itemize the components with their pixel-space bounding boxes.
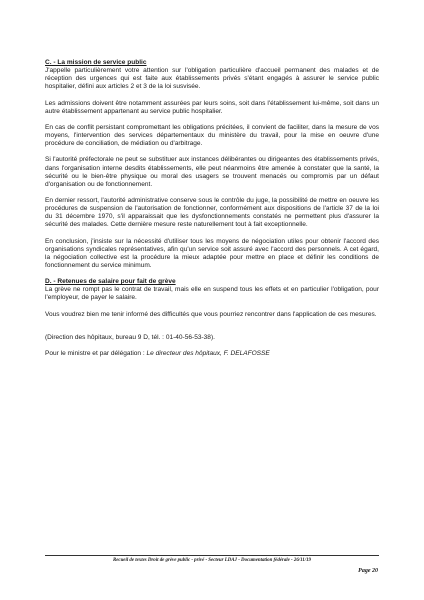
section-c-paragraph-6: En conclusion, j'insiste sur la nécessité d'utiliser tous les moyens de négociation utiles pour obtenir l'accord des organisations syndicales représentatives, afin qu'un service soit assuré avec l'accord des personnels. A cet égard, la négociation collective est la procédure la mieux adaptée pour mettre en place et définir les conditions de fonctionnement du service minimum. <box>45 237 379 269</box>
section-d-heading: D. - Retenues de salaire pour fait de grève <box>45 278 176 286</box>
section-c-paragraph-4: Si l'autorité préfectorale ne peut se substituer aux instances délibérantes ou dirigeantes des établissements privés, dans l'organisation interne desdits établissements, elle peut néanmoins être amenée à constater que la santé, la sécurité ou le bien-être physique ou moral des usagers se trouvent menacés ou compromis par un défaut d'organisation ou de fonctionnement. <box>45 156 379 188</box>
section-c-paragraph-1: J'appelle particulièrement votre attention sur l'obligation particulière d'accueil permanent des malades et de réception des urgences qui est faite aux établissements privés s'étant engagés à assurer le service public hospitalier, défini aux articles 2 et 3 de la loi susvisée. <box>45 67 379 91</box>
contact-line: (Direction des hôpitaux, bureau 9 D, tél. : 01-40-56-53-38). <box>45 333 215 341</box>
footer-text: Recueil de textes Droit de grève public - privé - Secteur LDAJ - Documentation fédérale - 26/11/19 <box>112 558 312 563</box>
document-body <box>45 59 379 366</box>
page-number: Page 20 <box>358 568 378 574</box>
signature-signer: Le directeur des hôpitaux, F. DELAFOSSE <box>146 350 270 358</box>
section-c-heading: C. - La mission de service public <box>45 59 147 66</box>
spacer <box>45 327 379 334</box>
signature-line <box>45 350 379 358</box>
section-c-paragraph-2: Les admissions doivent être notamment assurées par leurs soins, soit dans l'établissement lui-même, soit dans un autre établissement appartenant au service public hospitalier. <box>45 99 379 115</box>
section-c-paragraph-5: En dernier ressort, l'autorité administrative conserve sous le contrôle du juge, la possibilité de mettre en oeuvre les procédures de suspension de l'autorisation de fonctionner, conformément aux dispositions de l'article 37 de la loi du 31 décembre 1970, s'il apparaissait que les dysfonctionnements constatés ne permettent plus d'assurer la sécurité des malades. Cette dernière mesure reste naturellement tout à fait exceptionnelle. <box>45 196 379 229</box>
signature-prefix: Pour le ministre et par délégation : <box>45 350 147 358</box>
section-c-paragraph-3: En cas de conflit persistant compromettant les obligations précitées, il convient de faciliter, dans la mesure de vos moyens, l'intervention des services départementaux du ministère du travail, pour la mise en oeuvre d'une procédure de conciliation, de médiation ou d'arbitrage. <box>45 123 379 148</box>
section-d-paragraph-2: Vous voudrez bien me tenir informé des difficultés que vous pourriez rencontrer dans l'application de ces mesures. <box>45 310 377 318</box>
section-d-paragraph-1: La grève ne rompt pas le contrat de travail, mais elle en suspend tous les effets et en particulier l'obligation, pour l'employeur, de payer le salaire. <box>45 286 379 302</box>
footer-divider <box>45 555 379 556</box>
